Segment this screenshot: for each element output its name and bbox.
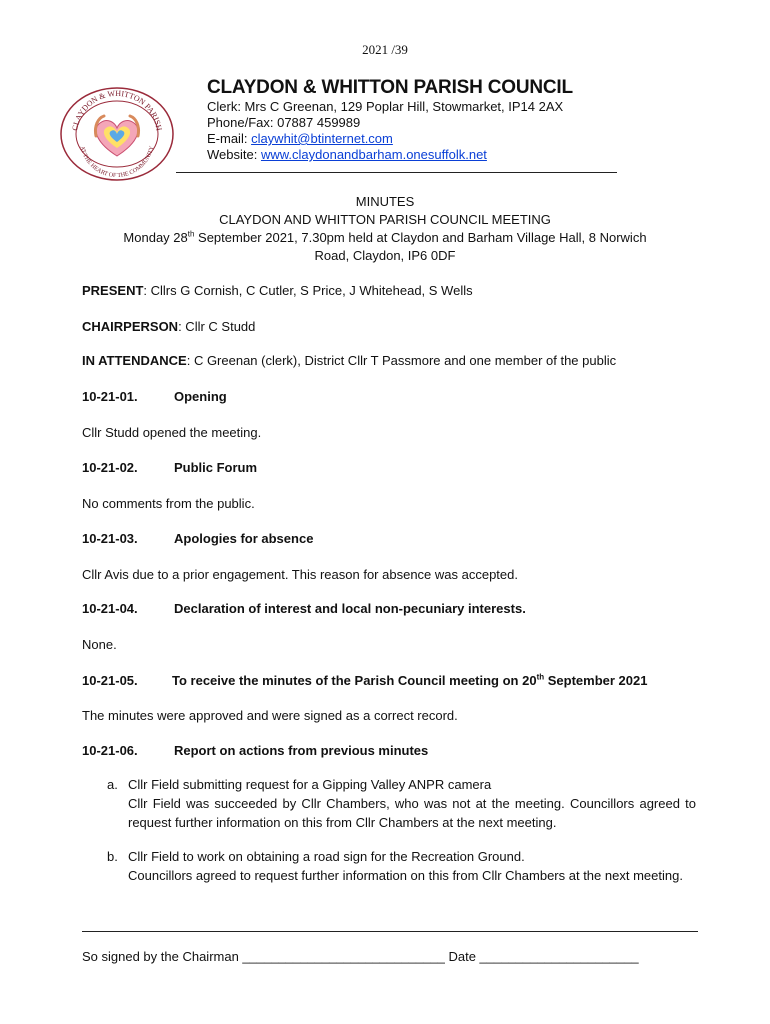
website-link[interactable]: www.claydonandbarham.onesuffolk.net	[260, 147, 487, 162]
chairperson-name: : Cllr C Studd	[178, 319, 256, 334]
list-item	[128, 775, 696, 832]
footer-divider	[82, 931, 698, 932]
list-item-body: Councillors agreed to request further information on this from Cllr Chambers at the next meeting.	[128, 868, 683, 883]
item-body: Cllr Studd opened the meeting.	[82, 425, 262, 440]
email-link[interactable]: claywhit@btinternet.com	[251, 131, 393, 146]
item-title: Public Forum	[174, 460, 258, 475]
list-item-title: Cllr Field to work on obtaining a road sign for the Recreation Ground.	[128, 849, 525, 864]
list-item-title: Cllr Field submitting request for a Gipping Valley ANPR camera	[128, 777, 492, 792]
item-number: 10-21-01.	[82, 389, 138, 404]
list-item	[128, 847, 696, 885]
meeting-name: CLAYDON AND WHITTON PARISH COUNCIL MEETING	[219, 212, 551, 227]
item-number: 10-21-02.	[82, 460, 138, 475]
present-line	[82, 283, 473, 298]
item-number: 10-21-04.	[82, 601, 138, 616]
phone-fax: Phone/Fax: 07887 459989	[207, 115, 361, 130]
minutes-heading: MINUTES	[355, 194, 415, 209]
present-label: PRESENT	[82, 283, 144, 298]
website-line	[207, 147, 487, 163]
email-label: E-mail:	[207, 131, 252, 146]
page-number: 2021 /39	[362, 42, 408, 57]
meeting-date-rest: September 2021, 7.30pm held at Claydon and Barham Village Hall, 8 Norwich	[194, 230, 647, 245]
parish-council-logo	[58, 86, 176, 182]
signature-line: So signed by the Chairman ____________________________ Date ______________________	[82, 949, 639, 964]
item-body: The minutes were approved and were signed as a correct record.	[82, 708, 458, 723]
clerk-address: Clerk: Mrs C Greenan, 129 Poplar Hill, Stowmarket, IP14 2AX	[207, 99, 564, 114]
email-line	[207, 131, 393, 147]
chairperson-label: CHAIRPERSON	[82, 319, 179, 334]
item-body: Cllr Avis due to a prior engagement. This reason for absence was accepted.	[82, 567, 518, 582]
item-number: 10-21-06.	[82, 743, 138, 758]
list-item-body: Cllr Field was succeeded by Cllr Chambers, who was not at the meeting. Councillors agreed to request further information on this from Cllr Chambers at the next meeting.	[128, 796, 696, 830]
item-title: Declaration of interest and local non-pecuniary interests.	[174, 601, 526, 616]
attendance-list: : C Greenan (clerk), District Cllr T Passmore and one member of the public	[186, 353, 617, 368]
attendance-label: IN ATTENDANCE	[82, 353, 187, 368]
present-list: : Cllrs G Cornish, C Cutler, S Price, J Whitehead, S Wells	[143, 283, 473, 298]
item-title-rest: September 2021	[544, 673, 648, 688]
header-divider	[176, 172, 617, 173]
meeting-date-suffix: th	[187, 229, 195, 239]
item-body: No comments from the public.	[82, 496, 255, 511]
meeting-date-day: Monday 28	[123, 230, 188, 245]
item-body: None.	[82, 637, 117, 652]
attendance-line	[82, 353, 616, 368]
council-title: CLAYDON & WHITTON PARISH COUNCIL	[207, 77, 573, 98]
item-title: Opening	[174, 389, 227, 404]
website-label: Website:	[207, 147, 261, 162]
item-number: 10-21-03.	[82, 531, 138, 546]
logo-text-top: CLAYDON & WHITTON PARISH	[70, 88, 164, 132]
list-marker: b.	[107, 849, 118, 864]
chairperson-line	[82, 319, 255, 334]
item-number: 10-21-05.	[82, 673, 138, 688]
meeting-location: Road, Claydon, IP6 0DF	[314, 248, 456, 263]
item-title	[172, 673, 647, 688]
logo-text-bottom: AT THE HEART OF THE COMMUNITY	[78, 145, 156, 180]
item-title-suffix: th	[536, 672, 545, 682]
item-title-text: To receive the minutes of the Parish Council meeting on 20	[172, 673, 537, 688]
meeting-date	[0, 230, 770, 245]
item-title: Apologies for absence	[174, 531, 314, 546]
list-marker: a.	[107, 777, 118, 792]
item-title: Report on actions from previous minutes	[174, 743, 429, 758]
